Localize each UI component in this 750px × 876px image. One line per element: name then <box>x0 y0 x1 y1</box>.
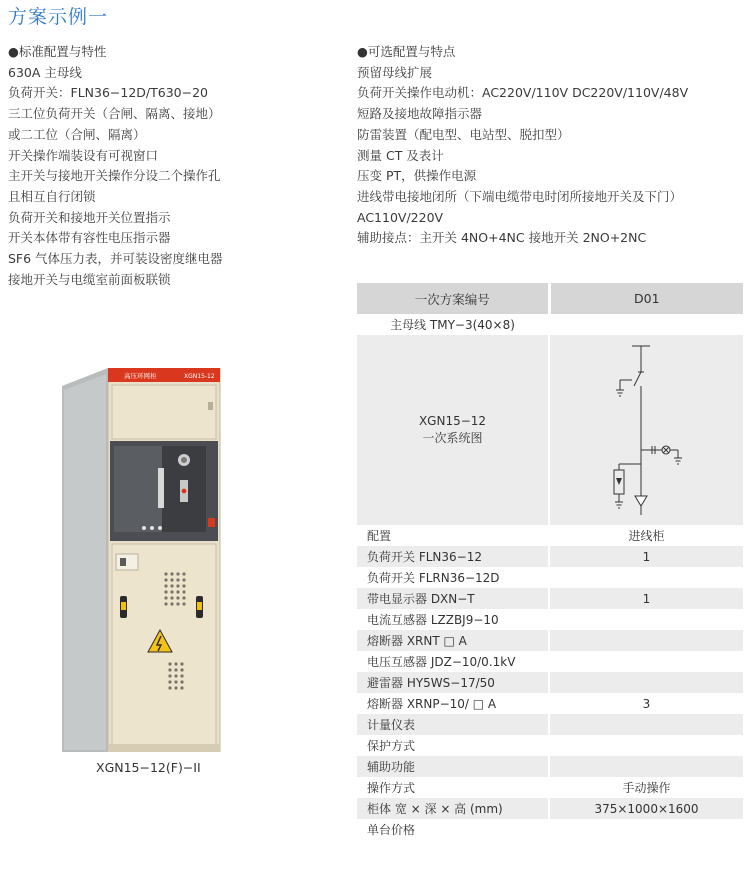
standard-config-heading: ●标准配置与特性 <box>8 44 107 59</box>
table-row: 柜体 宽 × 深 × 高 (mm) 375×1000×1600 <box>357 798 743 819</box>
standard-config-list <box>8 42 348 290</box>
cabinet-caption: XGN15−12(F)−II <box>96 760 201 775</box>
table-row: 计量仪表 <box>357 714 743 735</box>
table-row: 避雷器 HY5WS−17/50 <box>357 672 743 693</box>
diagram-label-caption: 一次系统图 <box>422 431 483 445</box>
list-item: 负荷开关操作电动机：AC220V/110V DC220V/110V/48V <box>357 85 689 101</box>
list-item: 开关本体带有容性电压指示器 <box>8 230 171 246</box>
list-item: 接地开关与电缆室前面板联锁 <box>8 271 171 287</box>
diagram-row <box>357 335 743 525</box>
list-item: SF6 气体压力表，并可装设密度继电器 <box>8 251 223 267</box>
list-item: 且相互自行闭锁 <box>8 188 96 204</box>
list-item: 负荷开关：FLN36−12D/T630−20 <box>8 85 209 101</box>
table-row: 熔断器 XRNT □ A <box>357 630 743 651</box>
list-item: 或二工位（合闸、隔离） <box>8 126 146 142</box>
single-line-diagram <box>592 340 702 520</box>
list-item: AC110V/220V <box>357 209 444 225</box>
nameplate-left-text: 高压环网柜 <box>124 372 157 380</box>
diagram-label-model: XGN15−12 <box>418 414 487 428</box>
list-item: 短路及接地故障指示器 <box>357 106 483 122</box>
table-row: 带电显示器 DXN−T 1 <box>357 588 743 609</box>
list-item: 三工位负荷开关（合闸、隔离、接地） <box>8 106 221 122</box>
optional-config-heading: ●可选配置与特点 <box>357 44 456 59</box>
list-item: 压变 PT，供操作电源 <box>357 168 477 184</box>
nameplate-right-text: XGN15-12 <box>184 373 215 380</box>
page-title: 方案示例一 <box>8 6 109 28</box>
busbar-label: 主母线 TMY−3(40×8) <box>357 314 549 335</box>
table-row: 辅助功能 <box>357 756 743 777</box>
table-row: 负荷开关 FLN36−12 1 <box>357 546 743 567</box>
table-row: 单台价格 <box>357 819 743 840</box>
table-header-row <box>357 283 743 314</box>
table-row: 操作方式 手动操作 <box>357 777 743 798</box>
list-item: 进线带电接地闭所（下端电缆带电时闭所接地开关及下门） <box>357 188 683 204</box>
optional-config-list <box>357 42 747 249</box>
table-row: 配置 进线柜 <box>357 525 743 546</box>
cabinet-illustration <box>62 368 222 752</box>
list-item: 预留母线扩展 <box>357 64 433 80</box>
list-item: 测量 CT 及表计 <box>357 147 444 163</box>
table-row: 负荷开关 FLRN36−12D <box>357 567 743 588</box>
list-item: 防雷装置（配电型、电站型、脱扣型） <box>357 126 570 142</box>
table-row: 电压互感器 JDZ−10/0.1kV <box>357 651 743 672</box>
table-row: 电流互感器 LZZBJ9−10 <box>357 609 743 630</box>
list-item: 主开关与接地开关操作分设二个操作孔 <box>8 168 221 184</box>
list-item: 负荷开关和接地开关位置指示 <box>8 209 171 225</box>
scheme-table <box>357 283 743 840</box>
table-row: 熔断器 XRNP−10/ □ A 3 <box>357 693 743 714</box>
header-scheme-number: 一次方案编号 <box>357 283 549 314</box>
list-item: 630A 主母线 <box>8 64 82 80</box>
list-item: 开关操作端装设有可视窗口 <box>8 147 159 163</box>
list-item: 辅助接点：主开关 4NO+4NC 接地开关 2NO+2NC <box>357 230 647 246</box>
table-row: 保护方式 <box>357 735 743 756</box>
header-scheme-code: D01 <box>549 283 743 314</box>
busbar-row <box>357 314 743 335</box>
